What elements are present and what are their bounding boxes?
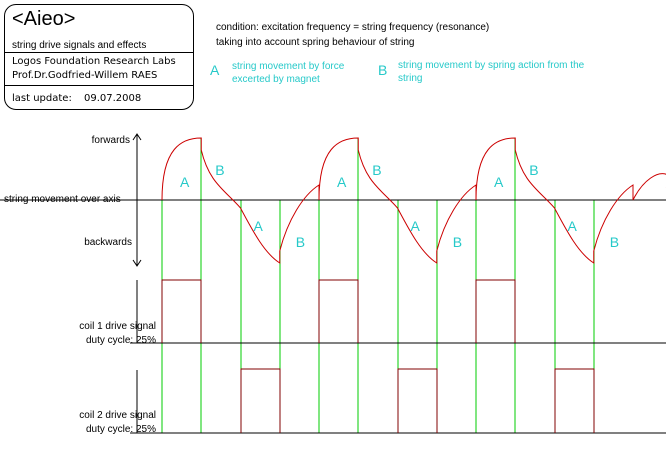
legend-a-letter: A [210,62,220,78]
legend-a-text-2: excerted by magnet [232,74,320,85]
segment-letter: B [452,234,463,250]
coil1-label-2: duty cycle: 25% [85,335,156,346]
author-name: Prof.Dr.Godfried-Willem RAES [12,70,158,81]
diagram-title: <Aieo> [12,8,76,30]
segment-letter: A [410,218,420,234]
segment-letter: A [567,218,577,234]
segment-letter: B [372,162,382,178]
segment-letter: B [295,234,306,250]
org-name: Logos Foundation Research Labs [12,56,176,67]
coil2-pulse [398,369,437,433]
coil2-pulse [241,369,280,433]
coil2-label-2: duty cycle: 25% [85,424,156,435]
coil1-label-1: coil 1 drive signal [79,321,156,332]
segment-letter: A [494,174,504,190]
segment-letter: B [215,162,225,178]
segment-letter: A [253,218,263,234]
coil2-label-1: coil 2 drive signal [79,410,156,421]
legend-a-text-1: string movement by force [232,61,345,72]
update-date: 09.07.2008 [84,93,142,104]
legend-b-letter: B [378,62,388,78]
coil1-pulse [319,280,358,343]
legend-b-text-2: string [398,73,423,84]
segment-letter: B [529,162,539,178]
diagram-subtitle: string drive signals and effects [12,40,147,51]
forwards-label: forwards [91,135,130,146]
timing-guides [162,138,594,433]
segment-letter: A [180,174,190,190]
update-label: last update: [12,93,72,104]
condition-line-1: condition: excitation frequency = string frequency (resonance) [216,22,490,33]
coil2-pulse [555,369,594,433]
drive-pulses [162,280,594,433]
backwards-label: backwards [84,237,132,248]
axis-label: string movement over axis [4,194,121,205]
condition-line-2: taking into account spring behaviour of string [216,37,415,48]
coil1-pulse [476,280,515,343]
segment-letter: B [609,234,620,250]
legend-b-text-1: string movement by spring action from the [398,60,585,71]
segment-letter: A [337,174,347,190]
coil1-pulse [162,280,201,343]
